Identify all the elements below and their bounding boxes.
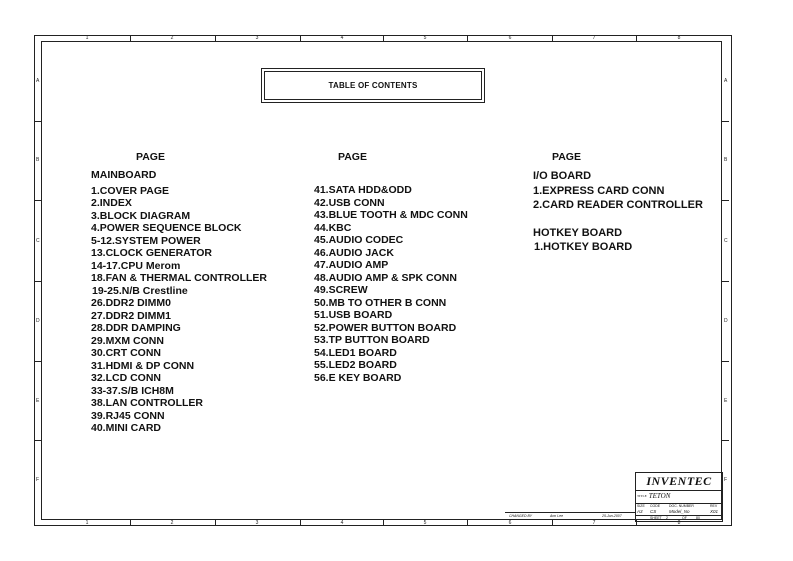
zone-tick (300, 520, 301, 526)
title-block (635, 472, 723, 522)
zone-tick (722, 200, 729, 201)
list-item: 48.AUDIO AMP & SPK CONN (314, 271, 457, 284)
zone-col-top-3: 3 (255, 35, 259, 41)
list-item: 54.LED1 BOARD (314, 346, 397, 359)
zone-col-top-1: 1 (85, 35, 89, 41)
list-item: 39.RJ45 CONN (91, 409, 165, 422)
list-item: 28.DDR DAMPING (91, 322, 181, 334)
list-item: 53.TP BUTTON BOARD (314, 334, 430, 346)
list-item: 31.HDMI & DP CONN (91, 359, 195, 372)
zone-row-right-F: F (724, 477, 728, 483)
zone-tick (215, 520, 216, 526)
list-item: 26.DDR2 DIMM0 (91, 297, 171, 309)
size-value: A3 (637, 509, 643, 514)
zone-col-top-7: 7 (592, 35, 596, 41)
section-mainboard: MAINBOARD (91, 169, 157, 181)
zone-tick (34, 440, 41, 441)
list-item: 51.USB BOARD (314, 309, 393, 321)
zone-tick (215, 35, 216, 41)
list-item: 29.MXM CONN (91, 334, 164, 347)
zone-row-right-A: A (724, 78, 728, 84)
zone-row-right-D: D (724, 318, 728, 324)
zone-tick (722, 440, 729, 441)
zone-tick (722, 281, 729, 282)
project-title: TETON (648, 492, 671, 500)
list-item: 32.LCD CONN (91, 372, 162, 384)
zone-col-bottom-7: 7 (592, 520, 596, 526)
zone-row-left-E: E (36, 398, 40, 404)
zone-tick (552, 520, 553, 526)
zone-row-right-E: E (724, 398, 728, 404)
zone-row-left-F: F (36, 477, 40, 483)
list-item: 27.DDR2 DIMM1 (91, 309, 171, 322)
list-item: 38.LAN CONTROLLER (91, 397, 204, 409)
zone-tick (722, 121, 729, 122)
doc-number-value: Model_No (669, 509, 690, 514)
right-page-header: PAGE (552, 151, 581, 163)
zone-tick (722, 361, 729, 362)
list-item: 44.KBC (314, 221, 352, 234)
list-item: 56.E KEY BOARD (314, 371, 402, 384)
list-item: 52.POWER BUTTON BOARD (314, 321, 457, 334)
middle-column (314, 184, 468, 384)
changed-date: 25-Jun-2007 (602, 514, 622, 518)
title-row (636, 490, 722, 504)
company-logo: INVENTEC (636, 473, 722, 491)
list-item: 2.CARD READER CONTROLLER (533, 199, 703, 211)
changed-by-label: CHANGED BY (509, 514, 533, 518)
list-item: 43.BLUE TOOTH & MDC CONN (314, 209, 468, 221)
zone-tick (552, 35, 553, 41)
zone-tick (300, 35, 301, 41)
zone-tick (130, 520, 131, 526)
list-item: 13.CLOCK GENERATOR (91, 247, 212, 259)
section-io-board: I/O BOARD (533, 170, 592, 182)
list-item: 5-12.SYSTEM POWER (91, 234, 201, 247)
zone-tick (636, 35, 637, 41)
rev-label: REV (710, 504, 718, 508)
zone-tick (34, 121, 41, 122)
list-item: 30.CRT CONN (91, 347, 162, 359)
list-item: 1.COVER PAGE (91, 184, 169, 197)
zone-col-top-8: 8 (677, 35, 681, 41)
zone-tick (467, 520, 468, 526)
list-item: 45.AUDIO CODEC (314, 234, 404, 246)
zone-col-top-4: 4 (340, 35, 344, 41)
doc-number-label: DOC. NUMBER (669, 504, 694, 508)
zone-col-bottom-8: 8 (677, 520, 681, 526)
list-item: 1.EXPRESS CARD CONN (533, 185, 665, 197)
zone-tick (34, 281, 41, 282)
zone-col-bottom-6: 6 (508, 520, 512, 526)
page-title: TABLE OF CONTENTS (264, 71, 482, 100)
zone-col-bottom-2: 2 (170, 520, 174, 526)
list-item: 3.BLOCK DIAGRAM (91, 209, 191, 222)
list-item: 2.INDEX (91, 197, 132, 209)
zone-tick (34, 200, 41, 201)
right-column (533, 169, 703, 254)
revision-row (505, 512, 635, 519)
changed-by-name: Ann Lee (550, 514, 564, 518)
of-label: OF (682, 516, 687, 520)
zone-tick (383, 35, 384, 41)
of-value: 80 (696, 516, 700, 520)
list-item: 18.FAN & THERMAL CONTROLLER (91, 272, 267, 284)
zone-col-top-5: 5 (423, 35, 427, 41)
zone-col-bottom-1: 1 (85, 520, 89, 526)
title-label: TITLE (637, 494, 647, 498)
sheet-row (636, 515, 722, 520)
list-item: 40.MINI CARD (91, 422, 162, 434)
code-label: CODE (650, 504, 661, 508)
zone-row-left-C: C (36, 238, 40, 244)
code-value: CS (650, 509, 657, 514)
list-item: 4.POWER SEQUENCE BLOCK (91, 222, 242, 234)
title-box (261, 68, 485, 103)
zone-tick (383, 520, 384, 526)
size-label: SIZE (637, 504, 645, 508)
list-item: 50.MB TO OTHER B CONN (314, 296, 447, 309)
middle-page-header: PAGE (338, 151, 367, 163)
zone-col-bottom-4: 4 (340, 520, 344, 526)
zone-col-top-6: 6 (508, 35, 512, 41)
left-page-header: PAGE (136, 151, 165, 163)
list-item: 14-17.CPU Merom (91, 259, 181, 272)
zone-tick (130, 35, 131, 41)
rev-value: X01 (710, 509, 719, 514)
zone-col-bottom-5: 5 (423, 520, 427, 526)
zone-col-bottom-3: 3 (255, 520, 259, 526)
list-item: 41.SATA HDD&ODD (314, 184, 412, 196)
zone-row-right-B: B (724, 157, 728, 163)
list-item: 33-37.S/B ICH8M (91, 384, 174, 397)
zone-row-left-B: B (36, 157, 40, 163)
zone-tick (34, 361, 41, 362)
section-hotkey-board: HOTKEY BOARD (533, 227, 623, 239)
zone-row-left-A: A (36, 78, 40, 84)
sheet-label: SHEET (650, 516, 662, 520)
sheet-value: 2 (666, 516, 668, 520)
list-item: 42.USB CONN (314, 196, 385, 209)
zone-row-right-C: C (724, 238, 728, 244)
left-column (91, 169, 267, 435)
zone-col-top-2: 2 (170, 35, 174, 41)
list-item: 1.HOTKEY BOARD (534, 241, 633, 253)
list-item: 47.AUDIO AMP (314, 259, 389, 271)
zone-row-left-D: D (36, 318, 40, 324)
zone-tick (467, 35, 468, 41)
list-item: 46.AUDIO JACK (314, 246, 394, 259)
list-item: 49.SCREW (314, 284, 368, 296)
list-item: 19-25.N/B Crestline (92, 284, 188, 297)
list-item: 55.LED2 BOARD (314, 359, 397, 371)
